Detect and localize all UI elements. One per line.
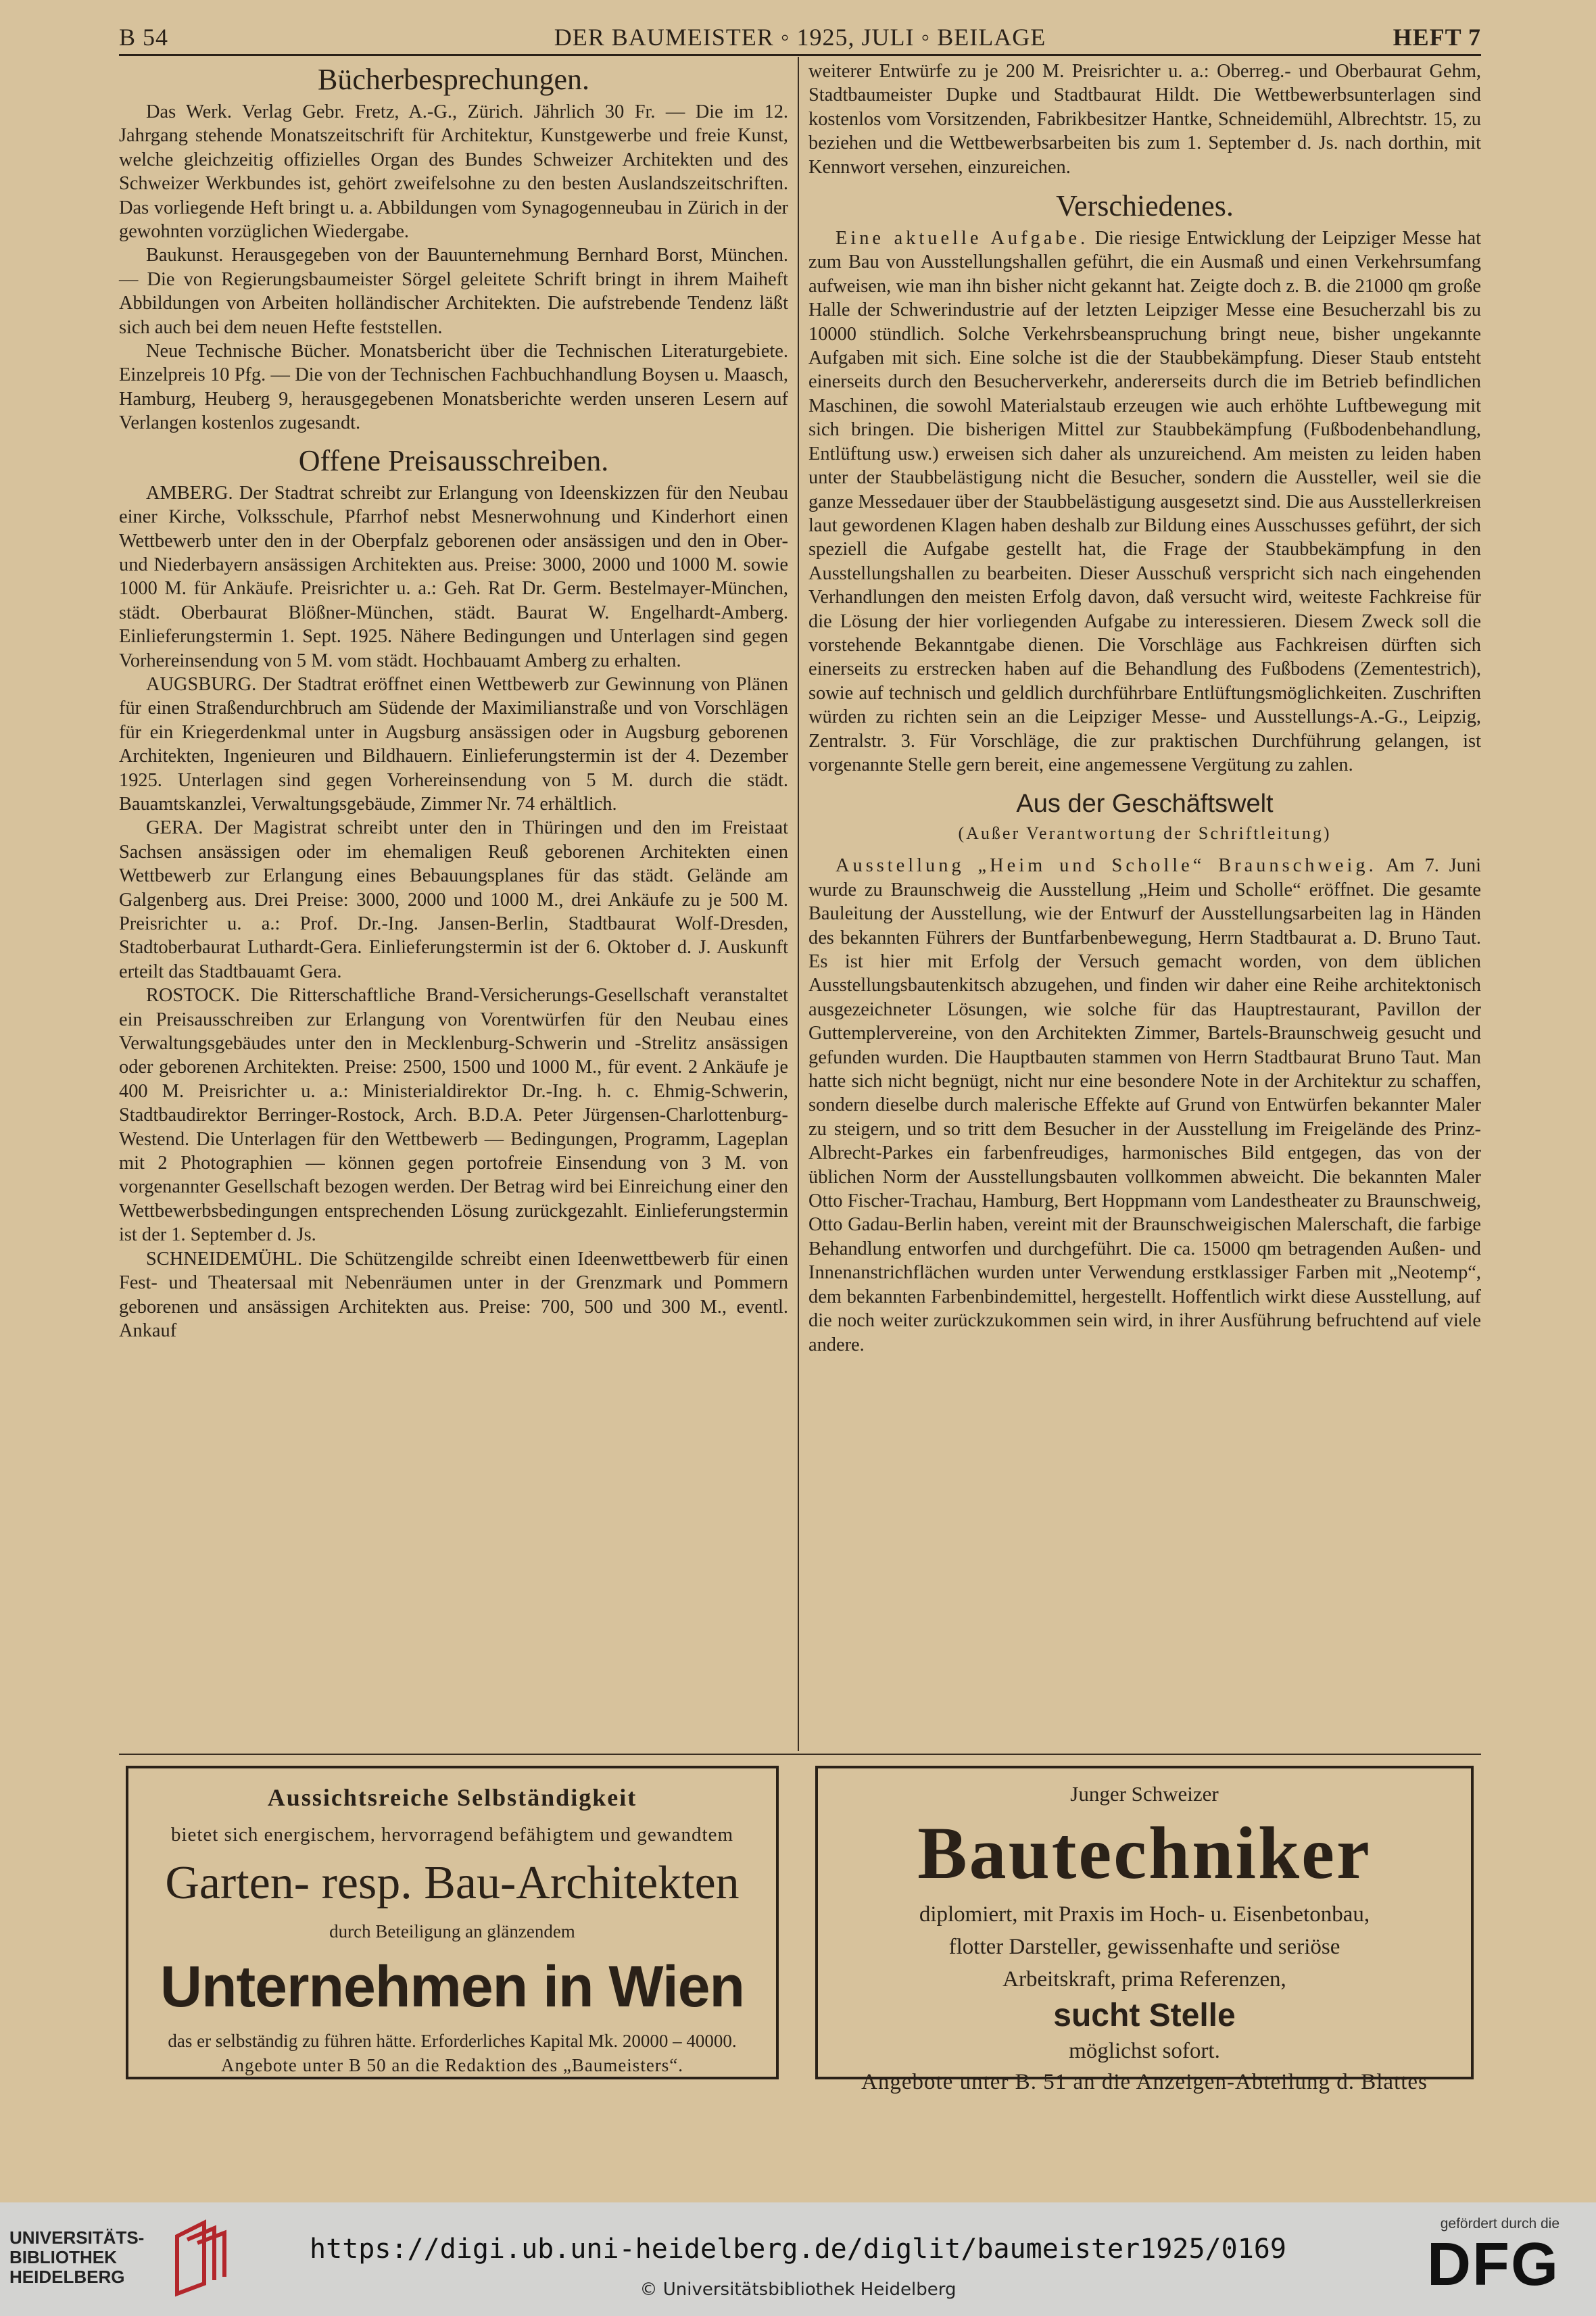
competition-rostock: ROSTOCK. Die Ritterschaftliche Brand-Versicherungs-Gesellschaft veranstaltet ein Preisausschreiben zur Erlangung von Vorentwürfen für den Neubau eines Verwaltungsgebäudes unter den in Mecklenburg-Schwerin und -Strelitz ansässigen oder geborenen Architekten. Preise: 2500, 1500 und 1000 M., für event. 2 Ankäufe je 400 M. Preisrichter u. a.: Ministerialdirektor Dr.-Ing. h. c. Ehmig-Schwerin, Stadtbaudirektor Berringer-Rostock, Arch. B.D.A. Peter Jürgensen-Charlottenburg-Westend. Die Unterlagen für den Wettbewerb — Bedingungen, Programm, Lageplan mit 2 Photographien — können gegen portofreie Einsendung von 3 M. von vorgenannter Gesellschaft bezogen werden. Der Betrag wird bei Einreichung einer den Wettbewerbsbedingungen entsprechenden Lösung zurückgezahlt. Einlieferungstermin ist der 1. September d. Js. xyxy=(119,985,788,1246)
section-subtitle-disclaimer: (Außer Verantwortung der Schriftleitung) xyxy=(958,823,1332,844)
article-body: Am 7. Juni wurde zu Braunschweig die Ausstellung „Heim und Scholle“ eröffnet. Die gesamte Bauleitung der Ausstellung, wie der Entwurf der Ausstellungsarbeiten lag in Händen des bekannten Führers der Buntfarbenbewegung, Herrn Stadtbaurat a. D. Bruno Taut. Es ist hier mit Erfolg der Versuch gemacht worden, von dem üblichen Ausstellungsbautenkitsch abzugehen, und finden wir daher eine Reihe architektonisch ausgezeichneter Lösungen, wie solche für das Hauptrestaurant, Pavillon der Guttemplervereine, von den Architekten Zimmer, Bartels-Braunschweig gesucht und gefunden wurden. Die Hauptbauten stammen von Herrn Stadtbaurat Bruno Taut. Man hatte sich nicht begnügt, nicht nur eine besondere Note in der Architektur zu schaffen, sondern dieselbe durch malerische Effekte auf Grund von Entwürfen bekannter Maler zu steigern, und so tritt dem Besucher in der Ausstellung im Freigelände des Prinz-Albrecht-Parkes ein farbenfreudiges, harmonisches Bild entgegen, das von der üblichen Norm der Ausstellungsbauten vollkommen abweicht. Die bekannten Maler Otto Fischer-Trachau, Hamburg, Bert Hoppmann vom Landestheater zu Braunschweig, Otto Gadau-Berlin haben, vereint mit der Braunschweigischen Malerschaft, die farbige Behandlung entworfen und durchgeführt. Die ca. 15000 qm betragenden Außen- und Innenanstrichflächen wurden unter Verwendung erstklassiger Farben mit „Neotemp“, dem bekannten Farbenbindemittel, hergestellt. Hoffentlich wirkt diese Ausstellung, auf die noch weiter zurückzukommen sein wird, in ihrer Ausführung befruchtend auf viele andere. xyxy=(808,855,1482,1355)
ad-contact: Angebote unter B 50 an die Redaktion des „Baumeisters“. xyxy=(220,2055,684,2075)
digitization-footer xyxy=(0,2202,1596,2316)
review-technische-buecher: Neue Technische Bücher. Monatsbericht über die Technischen Literaturgebiete. Einzelpreis 10 Pfg. — Die von der Technischen Fachbuchhandlung Boysen u. Maasch, Hamburg, Heuberg 9, herausgegebenen Monatsberichte werden unseren Lesern auf Verlangen kostenlos zugesandt. xyxy=(119,341,788,434)
page-number: B 54 xyxy=(119,24,169,51)
article-lead: Eine aktuelle Aufgabe. xyxy=(836,228,1089,249)
ad-headline: sucht Stelle xyxy=(1053,1998,1236,2033)
article-lead: Ausstellung „Heim und Scholle“ Braunschweig. xyxy=(836,855,1377,877)
article-body: Die riesige Entwicklung der Leipziger Messe hat zum Bau von Ausstellungshallen geführt, die ein Ausmaß und einen Verkehrsumfang aufweisen, wie man ihn bisher nicht gekannt hat. Zeigte doch z. B. die 21000 qm große Halle der Schwerindustrie auf der letzten Leipziger Messe eine Besucherzahl bis zu 10000 stündlich. Solche Verkehrsbeanspruchung bringt neue, bisher ungekannte Aufgaben mit sich. Eine solche ist die der Staubbekämpfung. Dieser Staub entsteht einerseits durch den Besucherverkehr, andererseits durch die im Betrieb befindlichen Maschinen, die sowohl Materialstaub erzeugen wie auch erhöhte Luftbewegung mit sich bringen. Die bisherigen Mittel zur Staubbekämpfung (Fußbodenbehandlung, Entlüftung usw.) erweisen sich daher als unzureichend. Am meisten zu leiden haben unter der Staubbelästigung nicht die Besucher, sondern die Aussteller, weil sie die ganze Messedauer über der Staubbelästigung ausgesetzt sind. Die aus Ausstellerkreisen laut gewordenen Klagen haben deshalb zur Bildung eines Ausschusses geführt, der sich speziell die Aufgabe gestellt hat, die Frage der Staubbekämpfung in den Ausstellungshallen zu bearbeiten. Dieser Ausschuß verspricht sich nach eingehenden Verhandlungen den meisten Erfolg davon, daß versucht wird, weiteste Fachkreise für die Lösung der hier vorliegenden Aufgabe zu interessieren. Diesem Zweck soll die vorstehende Bekanntgabe dienen. Die Vorschläge aus Fachkreisen dürften sich einerseits zu erstrecken haben auf die Behandlung des Fußbodens (Zementestrich), sowie auf technisch und geldlich durchführbare Entlüftungsmöglichkeiten. Zuschriften würden zu richten sein an die Leipziger Messe- und Ausstellungs-A.-G., Leipzig, Zentralstr. 3. Für Vorschläge, die zur praktischen Durchführung gelangen, ist vorgenannte Stelle gern bereit, eine angemessene Vergütung zu zahlen. xyxy=(808,228,1481,775)
columns-bottom-rule xyxy=(119,1754,1481,1755)
section-title-buecherbesprechungen: Bücherbesprechungen. xyxy=(318,63,589,96)
section-title-preisausschreiben: Offene Preisausschreiben. xyxy=(298,443,609,477)
copyright-notice: © Universitätsbibliothek Heidelberg xyxy=(639,2279,957,2300)
header-rule xyxy=(119,54,1481,56)
dfg-logo[interactable] xyxy=(1411,2216,1559,2311)
competition-gera: GERA. Der Magistrat schreibt unter den in Thüringen und den im Freistaat Sachsen ansässigen oder im ehemaligen Reuß geborenen Architekten einen Wettbewerb zur Erlangung eines Bebauungsplanes für das städt. Gelände am Galgenberg aus. Drei Preise: 3000, 2000 und 1000 M., drei Ankäufe zu je 500 M. Preisrichter u. a.: Prof. Dr.-Ing. Jansen-Berlin, Stadtbaurat Wolf-Dresden, Stadtoberbaurat Luthardt-Gera. Einlieferungstermin ist der 6. Oktober d. J. Auskunft erteilt das Stadtbauamt Gera. xyxy=(119,817,788,982)
ad-text: diplomiert, mit Praxis im Hoch- u. Eisenbetonbau, xyxy=(919,1902,1370,1927)
review-das-werk: Das Werk. Verlag Gebr. Fretz, A.-G., Zürich. Jährlich 30 Fr. — Die im 12. Jahrgang stehende Monatszeitschrift für Architektur, Kunstgewerbe und freie Kunst, welche gleichzeitig offizielles Organ des Bundes Schweizer Architekten und des Schweizer Werkbundes ist, gehört zweifelsohne zu den besten Auslandszeitschriften. Das vorliegende Heft bringt u. a. Abbildungen vom Synagogenneubau in Zürich in der gewohnten vorzüglichen Wiedergabe. xyxy=(119,101,788,243)
ad-text: flotter Darsteller, gewissenhafte und seriöse xyxy=(948,1935,1340,1959)
article-staubbekaempfung xyxy=(808,226,1481,777)
competition-schneidemuehl: SCHNEIDEMÜHL. Die Schützengilde schreibt einen Ideenwettbewerb für einen Fest- und Theatersaal mit Nebenräumen unter in der Grenzmark und Pommern geborenen und ansässigen Architekten aus. Preise: 700, 500 und 300 M., eventl. Ankauf xyxy=(119,1248,788,1341)
page-header xyxy=(119,20,1481,53)
permalink-url[interactable]: https://digi.ub.uni-heidelberg.de/diglit/baumeister1925/0169 xyxy=(310,2234,1286,2265)
ad-text: Junger Schweizer xyxy=(1070,1782,1219,1806)
section-title-geschaeftswelt: Aus der Geschäftswelt xyxy=(1016,790,1274,819)
advertisement-wien xyxy=(126,1766,779,2079)
ad-text: Arbeitskraft, prima Referenzen, xyxy=(1002,1967,1286,1992)
ad-text: durch Beteiligung an glänzendem xyxy=(329,1921,575,1941)
ad-text: möglichst sofort. xyxy=(1069,2039,1220,2063)
review-baukunst: Baukunst. Herausgegeben von der Bauunternehmung Bernhard Borst, München. — Die von Regierungsbaumeister Sörgel geleitete Schrift bringt in ihrem Maiheft Abbildungen von Arbeiten holländischer Architekten. Die aufstrebende Tendenz läßt sich auch bei dem neuen Hefte feststellen. xyxy=(119,245,788,338)
ad-contact: Angebote unter B. 51 an die Anzeigen-Abteilung d. Blattes xyxy=(861,2070,1428,2094)
ad-title: Unternehmen in Wien xyxy=(160,1954,745,2019)
ad-title: Garten- resp. Bau-Architekten xyxy=(165,1857,740,1909)
library-name: UNIVERSITÄTS- BIBLIOTHEK HEIDELBERG xyxy=(9,2227,145,2287)
competition-augsburg: AUGSBURG. Der Stadtrat eröffnet einen Wettbewerb zur Gewinnung von Plänen für einen Straßendurchbruch am Südende der Maximilianstraße und von Vorschlägen für ein Kriegerdenkmal unter in Augsburg ansässigen oder in Augsburg geborenen Architekten, Ingenieuren und Bildhauern. Einlieferungstermin ist der 4. Dezember 1925. Unterlagen sind gegen Vorhereinsendung von 5 M. durch die städt. Bauamtskanzlei, Verwaltungsgebäude, Zimmer Nr. 74 erhältlich. xyxy=(119,673,788,815)
ad-headline: Aussichtsreiche Selbständigkeit xyxy=(267,1784,637,1811)
column-divider xyxy=(798,57,799,1751)
left-column xyxy=(119,59,788,1343)
publication-title: DER BAUMEISTER ◦ 1925, JULI ◦ BEILAGE xyxy=(554,24,1046,51)
dfg-logo-text: DFG xyxy=(1427,2231,1559,2298)
ad-text: bietet sich energischem, hervorragend befähigtem und gewandtem xyxy=(170,1824,734,1845)
ad-text: das er selbständig zu führen hätte. Erforderliches Kapital Mk. 20000 – 40000. xyxy=(168,2031,737,2051)
issue-number: HEFT 7 xyxy=(1393,24,1481,51)
sponsor-label: gefördert durch die xyxy=(1440,2216,1559,2231)
competition-schneidemuehl-continued: weiterer Entwürfe zu je 200 M. Preisrichter u. a.: Oberreg.- und Oberbaurat Gehm, Stadtbaumeister Dupke und Stadtbaurat Hildt. Die Wettbewerbsunterlagen sind kostenlos vom Vorsitzenden, Fabrikbesitzer Hantke, Schneidemühl, Albrechtstr. 15, zu beziehen und die Wettbewerbsarbeiten bis zum 1. September d. Js. nach dorthin, mit Kennwort versehen, einzureichen. xyxy=(808,61,1481,178)
right-column xyxy=(808,59,1481,1357)
ad-title: Bautechniker xyxy=(917,1812,1372,1894)
advertisement-bautechniker xyxy=(815,1766,1474,2094)
competition-amberg: AMBERG. Der Stadtrat schreibt zur Erlangung von Ideenskizzen für den Neubau einer Kirche, Volksschule, Pfarrhof nebst Mesnerwohnung und Kinderhort einen Wettbewerb unter den in der Oberpfalz geborenen oder ansässigen und den in Ober- und Niederbayern ansässigen Architekten aus. Preise: 3000, 2000 und 1000 M. sowie 1000 M. für Ankäufe. Preisrichter u. a.: Geh. Rat Dr. Germ. Bestelmayer-München, städt. Oberbaurat Blößner-München, städt. Baurat W. Engelhardt-Amberg. Einlieferungstermin 1. Sept. 1925. Nähere Bedingungen und Unterlagen sind gegen Vorhereinsendung von 5 M. vom städt. Hochbauamt Amberg zu erhalten. xyxy=(119,482,788,671)
section-title-verschiedenes: Verschiedenes. xyxy=(1056,189,1234,223)
article-heim-und-scholle xyxy=(808,854,1481,1357)
